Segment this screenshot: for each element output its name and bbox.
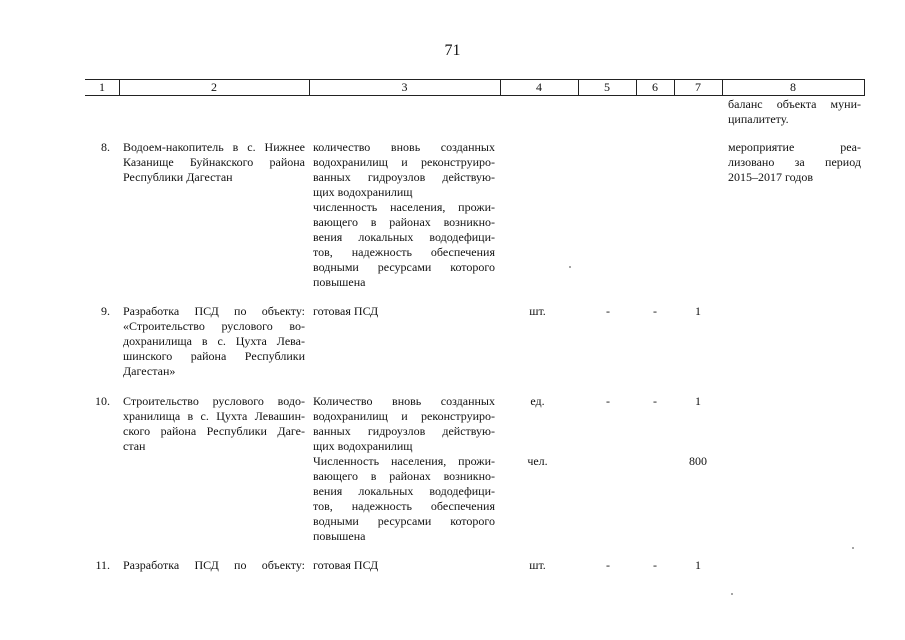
indicator-text: [313, 140, 495, 290]
row-number: 9.: [101, 304, 110, 318]
indicator-line: вающего в районах возникно-: [313, 469, 495, 483]
indicator-line: повышена: [313, 529, 366, 543]
indicator-line: ванных гидроузлов действую-: [313, 424, 495, 438]
header-col-7: 7: [695, 80, 701, 94]
header-col-4: 4: [536, 80, 542, 94]
header-col-8: 8: [790, 80, 796, 94]
indicator-line: водохранилищ и реконструиро-: [313, 409, 495, 423]
header-col-3: 3: [401, 80, 408, 94]
indicator-line: готовая ПСД: [313, 558, 379, 572]
indicator-line: Количество вновь созданных: [313, 394, 495, 408]
value-col-7: 1: [695, 558, 701, 572]
indicator-line: водными ресурсами которого: [313, 260, 495, 274]
header-col-1: 1: [99, 80, 105, 94]
indicator-line: водными ресурсами которого: [313, 514, 495, 528]
indicator-text: [313, 304, 495, 319]
continued-note: [728, 97, 861, 127]
indicator-line: вающего в районах возникно-: [313, 215, 495, 229]
value-col-7: 800: [689, 454, 707, 468]
unit-cell: шт.: [529, 304, 546, 318]
unit-cell: шт.: [529, 558, 546, 572]
object-name: [123, 394, 305, 454]
value-col-6: -: [653, 558, 657, 572]
indicator-text: [313, 394, 495, 544]
indicator-line: щих водохранилищ: [313, 185, 413, 199]
value-col-5: -: [606, 558, 610, 572]
header-col-2: 2: [211, 80, 217, 94]
note-line: мероприятие реа-: [728, 140, 861, 154]
indicator-text: [313, 558, 495, 573]
note-text: [728, 140, 861, 185]
name-line: Разработка ПСД по объекту:: [123, 558, 305, 572]
object-name: [123, 140, 305, 185]
indicator-line: водохранилищ и реконструиро-: [313, 155, 495, 169]
indicator-line: повышена: [313, 275, 366, 289]
indicator-line: численность населения, прожи-: [313, 200, 495, 214]
value-col-6: -: [653, 394, 657, 408]
indicator-line: ванных гидроузлов действую-: [313, 170, 495, 184]
name-line: Разработка ПСД по объекту:: [123, 304, 305, 318]
indicator-line: тов, надежность обеспечения: [313, 245, 495, 259]
indicator-line: готовая ПСД: [313, 304, 379, 318]
indicator-line: Численность населения, прожи-: [313, 454, 495, 468]
value-col-7: 1: [695, 304, 701, 318]
indicator-line: вения локальных вододефици-: [313, 230, 495, 244]
name-line: Казанище Буйнакского района: [123, 155, 305, 169]
row-number: 8.: [101, 140, 110, 154]
value-col-5: -: [606, 304, 610, 318]
name-line: «Строительство руслового во-: [123, 319, 305, 333]
name-line: Строительство руслового водо-: [123, 394, 305, 408]
header-bottom-rule: [85, 95, 865, 96]
object-name: [123, 304, 305, 379]
header-col-5: 5: [604, 80, 610, 94]
value-col-7: 1: [695, 394, 701, 408]
name-line: стан: [123, 439, 146, 453]
value-col-6: -: [653, 304, 657, 318]
indicator-line: вения локальных вододефици-: [313, 484, 495, 498]
indicator-line: щих водохранилищ: [313, 439, 413, 453]
unit-cell: ед.: [530, 394, 545, 408]
name-line: Дагестан»: [123, 364, 176, 378]
scan-speck: [569, 266, 571, 268]
page-number: 71: [444, 42, 461, 59]
header-divider: [864, 79, 865, 95]
note-line: баланс объекта муни-: [728, 97, 861, 111]
header-col-6: 6: [652, 80, 658, 94]
scan-speck: [852, 547, 854, 549]
scan-speck: [731, 593, 733, 595]
note-line: лизовано за период: [728, 155, 861, 169]
note-line: 2015–2017 годов: [728, 170, 814, 184]
value-col-5: -: [606, 394, 610, 408]
name-line: хранилища в с. Цухта Левашин-: [123, 409, 305, 423]
note-line: ципалитету.: [728, 112, 789, 126]
indicator-line: количество вновь созданных: [313, 140, 495, 154]
indicator-line: тов, надежность обеспечения: [313, 499, 495, 513]
row-number: 11.: [95, 558, 110, 572]
unit-cell: чел.: [527, 454, 548, 468]
row-number: 10.: [95, 394, 110, 408]
name-line: ского района Республики Даге-: [123, 424, 305, 438]
name-line: Республики Дагестан: [123, 170, 233, 184]
object-name: [123, 558, 305, 573]
name-line: дохранилища в с. Цухта Лева-: [123, 334, 305, 348]
name-line: шинского района Республики: [123, 349, 305, 363]
name-line: Водоем-накопитель в с. Нижнее: [123, 140, 305, 154]
